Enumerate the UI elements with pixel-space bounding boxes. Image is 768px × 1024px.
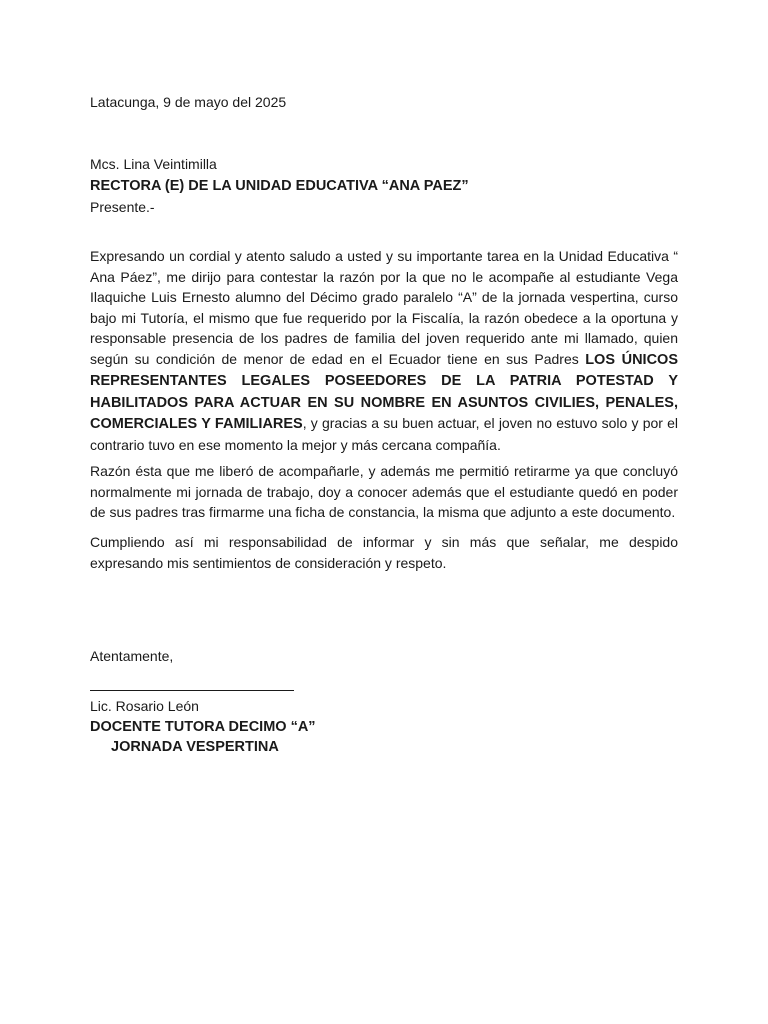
signer-shift: JORNADA VESPERTINA	[111, 739, 279, 755]
paragraph-1-lead: Expresando un cordial y atento saludo a usted y su importante tarea en la Unidad Educativa “ Ana Páez”, me dirijo para contestar la razón por la que no le acompañe al estudiante Vega Ilaquiche Luis Ernesto alumno del Décimo grado paralelo “A” de la jornada vespertina, curso bajo mi Tutoría, el mismo que fue requerido por la Fiscalía, la razón obedece a la oportuna y responsable presencia de los padres de familia del joven requerido ante mi llamado, quien según su condición de menor de edad en el Ecuador tiene en sus Padres	[90, 248, 678, 367]
signature-line	[90, 690, 294, 691]
body-paragraph-2: Razón ésta que me liberó de acompañarle, y además me permitió retirarme ya que concluyó normalmente mi jornada de trabajo, doy a conocer además que el estudiante quedó en poder de sus padres tras firmarme una ficha de constancia, la misma que adjunto a este documento.	[90, 463, 678, 520]
signature-block	[90, 696, 678, 758]
paragraph-1-emphasis: LOS ÚNICOS REPRESENTANTES LEGALES POSEEDORES DE LA PATRIA POTESTAD Y HABILITADOS PARA ACTUAR EN SU NOMBRE EN ASUNTOS CIVILIES, PENALES, COMERCIALES Y FAMILIARES	[90, 351, 679, 432]
body-paragraph-1	[90, 246, 678, 455]
addressee-block	[90, 154, 678, 217]
body-paragraph-3: Cumpliendo así mi responsabilidad de informar y sin más que señalar, me despido expresando mis sentimientos de consideración y respeto.	[90, 534, 678, 571]
paragraph-1-tail: , y gracias a su buen actuar, el joven no estuvo solo y por el contrario tuvo en ese momento la mejor y más cercana compañía.	[90, 415, 678, 453]
signer-role: DOCENTE TUTORA DECIMO “A”	[90, 718, 316, 735]
addressee-name: Mcs. Lina Veintimilla	[90, 156, 217, 172]
addressee-title: RECTORA (E) DE LA UNIDAD EDUCATIVA “ANA PAEZ”	[90, 177, 469, 194]
letter-date: Latacunga, 9 de mayo del 2025	[90, 94, 287, 110]
closing-salutation: Atentamente,	[90, 648, 174, 664]
addressee-greeting: Presente.-	[90, 198, 155, 215]
signer-name: Lic. Rosario León	[90, 698, 199, 714]
